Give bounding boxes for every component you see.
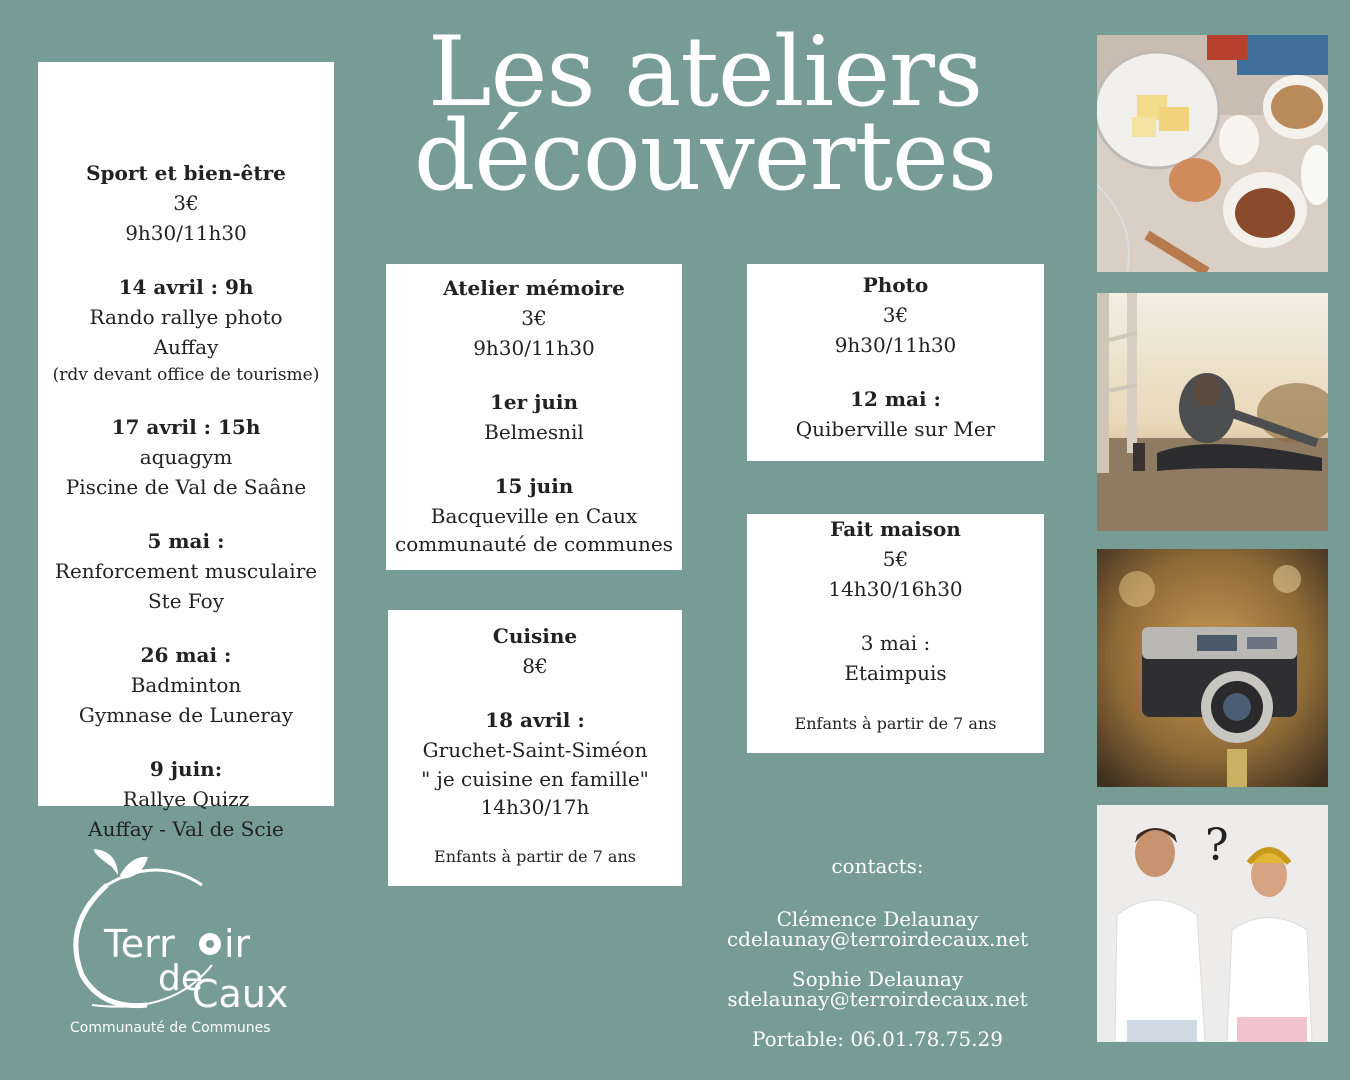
event-place: Belmesnil (484, 420, 584, 444)
event-date: 18 avril : (485, 708, 585, 732)
event-date: 17 avril : 15h (111, 415, 261, 439)
event-activity: Rallye Quizz (122, 787, 250, 811)
card-sport (38, 62, 334, 841)
contacts-block (700, 856, 1055, 1049)
event-place: Etaimpuis (844, 661, 947, 685)
event-date: 1er juin (489, 390, 579, 414)
event-place: Gruchet-Saint-Siméon (422, 738, 648, 762)
title-line-1: Les ateliers (427, 16, 983, 128)
event-activity: Rando rallye photo (89, 305, 283, 329)
event-place: Bacqueville en Caux (430, 504, 638, 528)
event-place: Ste Foy (147, 589, 225, 613)
hours: 9h30/11h30 (125, 221, 247, 245)
event-activity: Badminton (130, 673, 242, 697)
event-activity: Renforcement musculaire (54, 559, 318, 583)
logo-word-terroir-a: Terr (104, 922, 175, 966)
event-place: Quiberville sur Mer (795, 417, 996, 441)
hours: 9h30/11h30 (473, 336, 595, 360)
event-note: communauté de communes (395, 532, 673, 556)
price: 3€ (882, 303, 909, 327)
page-title (380, 16, 1030, 212)
event-date: 14 avril : 9h (118, 275, 254, 299)
event-activity: " je cuisine en famille" (421, 767, 649, 791)
price: 3€ (173, 191, 199, 215)
price: 3€ (521, 306, 547, 330)
hours: 14h30/16h30 (828, 577, 963, 601)
contact-email[interactable]: sdelaunay@terroirdecaux.net (727, 987, 1028, 1011)
event-date: 15 juin (494, 474, 574, 498)
logo-word-terroir-b: ir (224, 922, 251, 966)
stretching-photo (1097, 293, 1328, 531)
card-atelier-memoire (386, 264, 682, 570)
card-photo (747, 264, 1044, 461)
terroir-de-caux-logo (62, 845, 322, 1045)
event-place: Piscine de Val de Saâne (65, 475, 307, 499)
title-line-2: découvertes (413, 100, 997, 212)
hours: 9h30/11h30 (834, 333, 957, 357)
card-heading: Cuisine (492, 624, 578, 648)
age-note: Enfants à partir de 7 ans (794, 714, 997, 733)
card-fait-maison (747, 514, 1044, 753)
contact-email[interactable]: cdelaunay@terroirdecaux.net (726, 927, 1029, 951)
event-note: (rdv devant office de tourisme) (52, 365, 320, 385)
logo-word-caux: Caux (192, 972, 289, 1016)
svg-text:?: ? (1205, 820, 1229, 871)
event-place: Auffay - Val de Scie (88, 817, 284, 841)
contact-phone[interactable]: Portable: 06.01.78.75.29 (751, 1027, 1003, 1051)
event-date: 5 mai : (147, 529, 225, 553)
contact-name: Sophie Delaunay (791, 967, 964, 991)
card-heading: Fait maison (830, 517, 961, 541)
event-place: Auffay (153, 335, 219, 359)
card-cuisine (388, 610, 682, 886)
card-heading: Photo (862, 273, 929, 297)
price: 5€ (882, 547, 909, 571)
event-activity: aquagym (139, 445, 233, 469)
event-date: 9 juin: (149, 757, 223, 781)
contact-name: Clémence Delaunay (776, 907, 979, 931)
card-heading: Sport et bien-être (86, 161, 286, 185)
thinking-people-photo (1097, 805, 1328, 1042)
logo-subtitle: Communauté de Communes (70, 1020, 271, 1036)
contacts-label: contacts: (831, 854, 924, 878)
card-heading: Atelier mémoire (443, 276, 625, 300)
price: 8€ (522, 654, 548, 678)
age-note: Enfants à partir de 7 ans (434, 847, 636, 866)
event-date: 26 mai : (140, 643, 232, 667)
event-hours: 14h30/17h (480, 795, 590, 819)
event-date: 3 mai : (860, 631, 931, 655)
baking-photo (1097, 35, 1328, 272)
event-place: Gymnase de Luneray (78, 703, 294, 727)
logo-word-de: de (158, 958, 203, 999)
event-date: 12 mai : (850, 387, 941, 411)
camera-photo (1097, 549, 1328, 787)
